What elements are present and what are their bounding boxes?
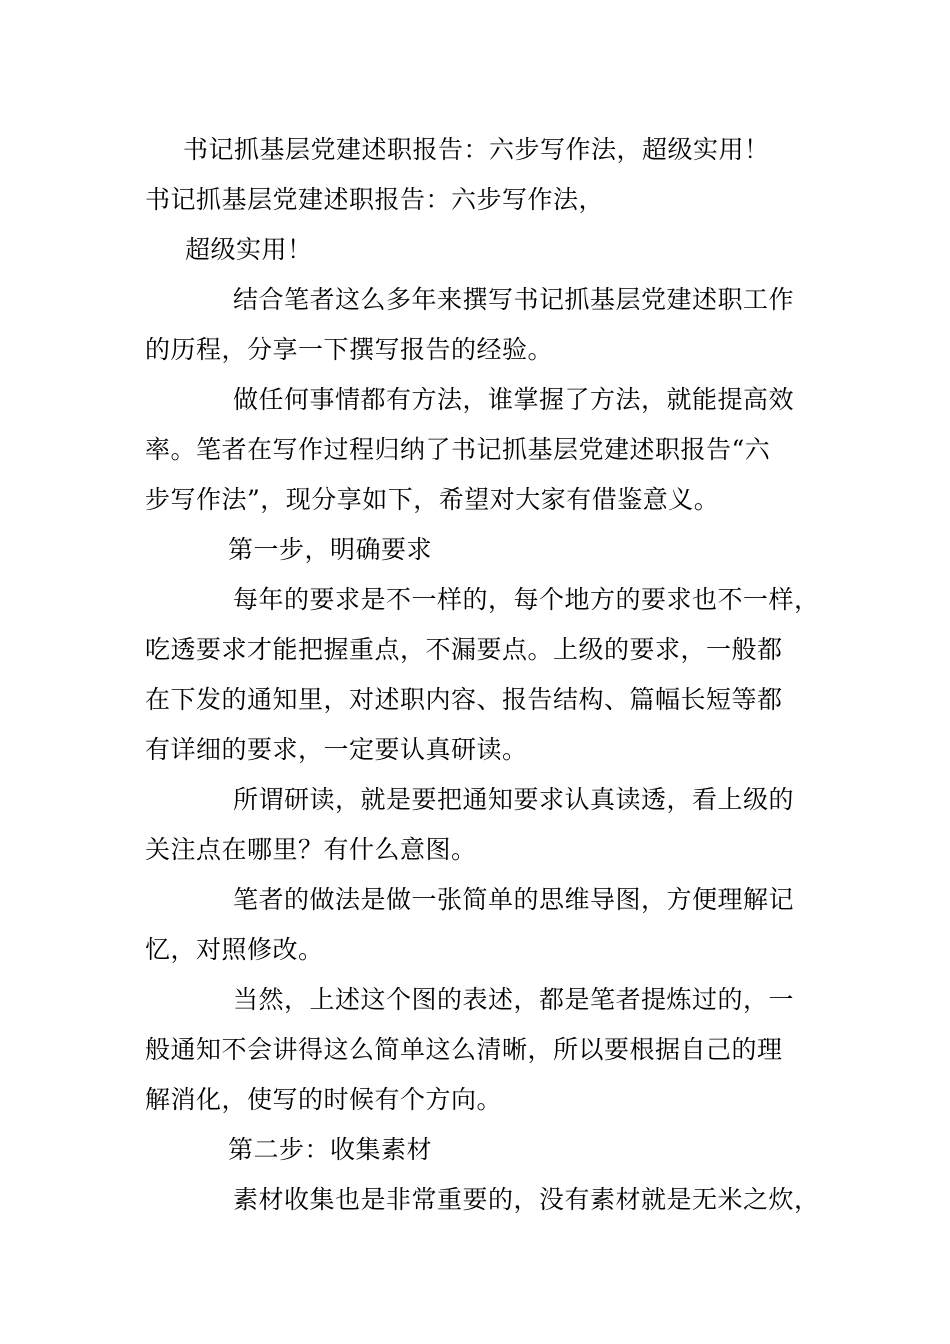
paragraph-line: 在下发的通知里，对述职内容、报告结构、篇幅长短等都: [145, 685, 783, 714]
section-heading-step-2: 第二步：收集素材: [228, 1135, 433, 1164]
paragraph-line: 步写作法”，现分享如下，希望对大家有借鉴意义。: [145, 485, 720, 514]
paragraph-line: 每年的要求是不一样的，每个地方的要求也不一样，: [233, 585, 820, 614]
paragraph-line: 吃透要求才能把握重点，不漏要点。上级的要求，一般都: [145, 635, 783, 664]
section-heading-step-1: 第一步，明确要求: [228, 535, 433, 564]
paragraph-line: 笔者的做法是做一张简单的思维导图，方便理解记: [233, 885, 795, 914]
paragraph-line: 做任何事情都有方法，谁掌握了方法，就能提高效: [233, 385, 795, 414]
paragraph-line: 当然，上述这个图的表述，都是笔者提炼过的，一: [233, 985, 795, 1014]
document-title: 书记抓基层党建述职报告：六步写作法，超级实用！: [183, 135, 770, 164]
paragraph-line: 解消化，使写的时候有个方向。: [145, 1085, 503, 1114]
paragraph-line: 结合笔者这么多年来撰写书记抓基层党建述职工作: [233, 285, 795, 314]
document-subtitle-line-2: 超级实用！: [185, 235, 313, 264]
paragraph-line: 所谓研读，就是要把通知要求认真读透，看上级的: [233, 785, 795, 814]
paragraph-line: 的历程，分享一下撰写报告的经验。: [145, 335, 554, 364]
paragraph-line: 有详细的要求，一定要认真研读。: [145, 735, 528, 764]
paragraph-line: 关注点在哪里？有什么意图。: [145, 835, 477, 864]
paragraph-line: 素材收集也是非常重要的，没有素材就是无米之炊，: [233, 1185, 820, 1214]
document-subtitle-line-1: 书记抓基层党建述职报告：六步写作法，: [145, 185, 605, 214]
paragraph-line: 忆，对照修改。: [145, 935, 324, 964]
paragraph-line: 般通知不会讲得这么简单这么清晰，所以要根据自己的理: [145, 1035, 783, 1064]
paragraph-line: 率。笔者在写作过程归纳了书记抓基层党建述职报告“六: [145, 435, 771, 464]
